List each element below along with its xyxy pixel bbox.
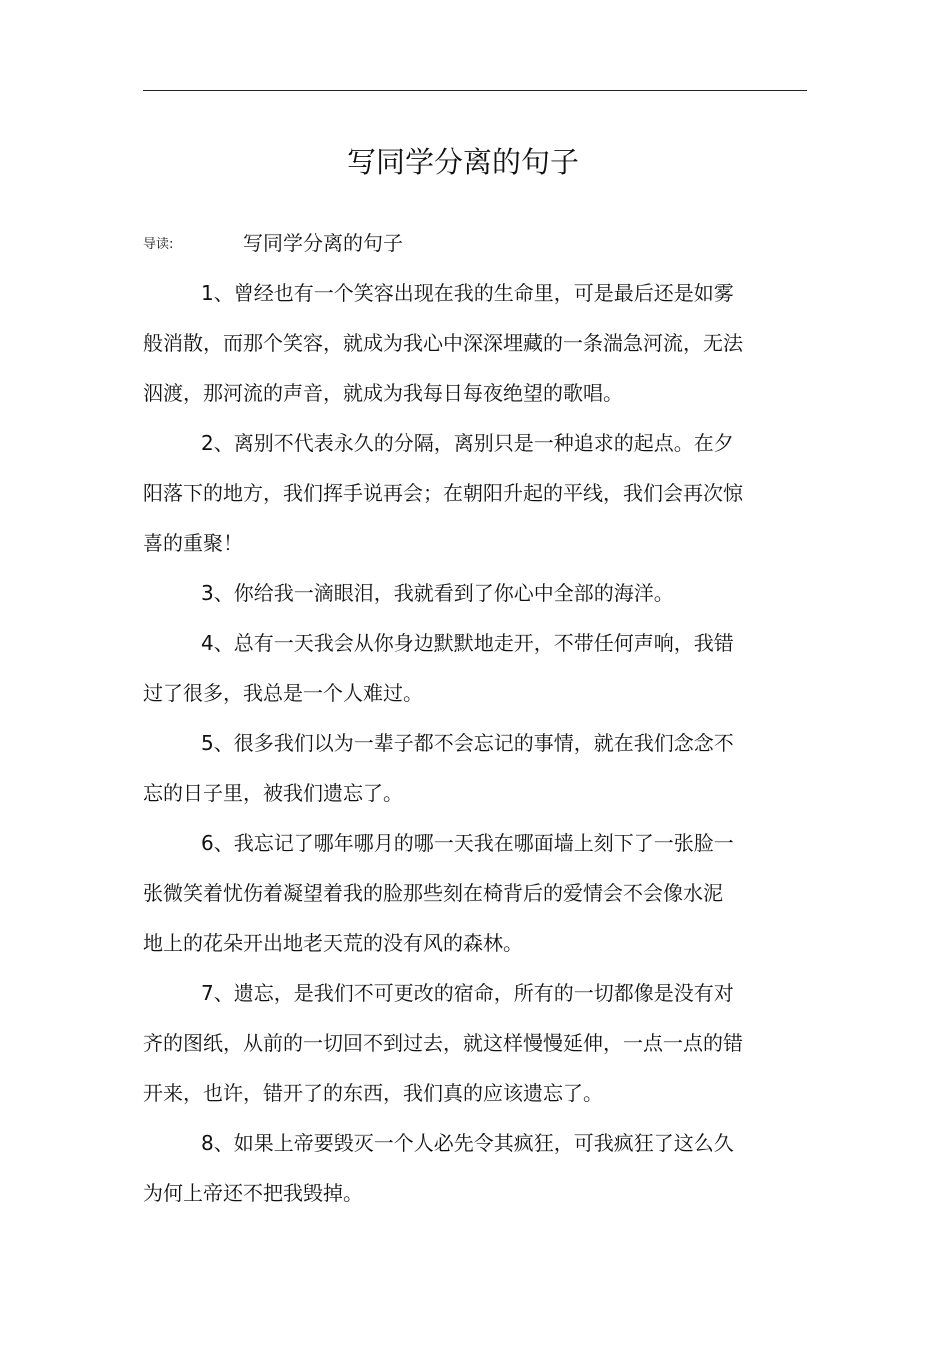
paragraph-line: 5、很多我们以为一辈子都不会忘记的事情，就在我们念念不 xyxy=(201,731,734,755)
paragraph-line: 忘的日子里，被我们遗忘了。 xyxy=(143,781,403,805)
paragraph-8 xyxy=(143,1118,783,1218)
document-title: 写同学分离的句子 xyxy=(346,145,579,179)
paragraph-line: 般消散，而那个笑容，就成为我心中深深埋藏的一条湍急河流，无法 xyxy=(143,331,743,355)
document-body xyxy=(143,268,783,1218)
paragraph-1 xyxy=(143,268,783,418)
paragraph-line: 1、曾经也有一个笑容出现在我的生命里，可是最后还是如雾 xyxy=(201,281,734,305)
paragraph-5 xyxy=(143,718,783,818)
paragraph-7 xyxy=(143,968,783,1118)
paragraph-line: 7、遗忘，是我们不可更改的宿命，所有的一切都像是没有对 xyxy=(201,981,734,1005)
lead-label: 导读: xyxy=(143,237,174,252)
paragraph-3 xyxy=(143,568,783,618)
paragraph-6 xyxy=(143,818,783,968)
paragraph-line: 齐的图纸，从前的一切回不到过去，就这样慢慢延伸，一点一点的错 xyxy=(143,1031,743,1055)
paragraph-line: 6、我忘记了哪年哪月的哪一天我在哪面墙上刻下了一张脸一 xyxy=(201,831,734,855)
paragraph-4 xyxy=(143,618,783,718)
paragraph-line: 泅渡，那河流的声音，就成为我每日每夜绝望的歌唱。 xyxy=(143,381,623,405)
paragraph-line: 阳落下的地方，我们挥手说再会；在朝阳升起的平线，我们会再次惊 xyxy=(143,481,743,505)
paragraph-line: 为何上帝还不把我毁掉。 xyxy=(143,1181,363,1205)
paragraph-line: 张微笑着忧伤着凝望着我的脸那些刻在椅背后的爱情会不会像水泥 xyxy=(143,881,723,905)
paragraph-line: 喜的重聚！ xyxy=(143,531,243,555)
header-rule xyxy=(143,90,807,91)
paragraph-line: 地上的花朵开出地老天荒的没有风的森林。 xyxy=(143,931,523,955)
paragraph-line: 过了很多，我总是一个人难过。 xyxy=(143,681,423,705)
paragraph-line: 开来，也许，错开了的东西，我们真的应该遗忘了。 xyxy=(143,1081,603,1105)
paragraph-line: 3、你给我一滴眼泪，我就看到了你心中全部的海洋。 xyxy=(201,581,674,605)
lead-text: 写同学分离的句子 xyxy=(243,231,403,255)
paragraph-line: 2、离别不代表永久的分隔，离别只是一种追求的起点。在夕 xyxy=(201,431,734,455)
paragraph-line: 4、总有一天我会从你身边默默地走开，不带任何声响，我错 xyxy=(201,631,734,655)
paragraph-2 xyxy=(143,418,783,568)
paragraph-line: 8、如果上帝要毁灭一个人必先令其疯狂，可我疯狂了这么久 xyxy=(201,1131,734,1155)
